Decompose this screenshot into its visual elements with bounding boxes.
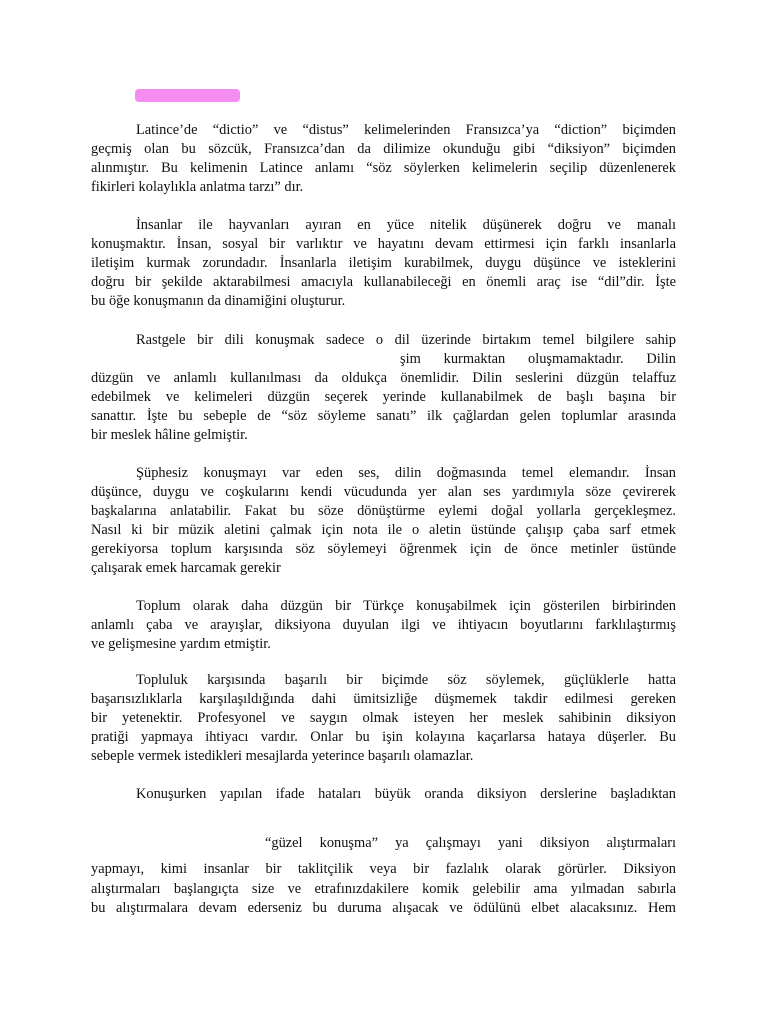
paragraph-3-line-5: sanattır. İşte bu sebeple de “söz söyleme sanatı” ilk çağlardan gelen toplumlar arasında — [91, 408, 676, 424]
paragraph-8-line-4: bu alıştırmalara devam ederseniz bu duruma alışacak ve ödülünü elbet alacaksınız. Hem — [91, 900, 676, 916]
paragraph-5-line-3: ve gelişmesine yardım etmiştir. — [91, 636, 271, 652]
paragraph-2-line-3: iletişim kurmak zorundadır. İnsanlarla iletişim kurabilmek, duygu düşünce ve isteklerini — [91, 255, 676, 271]
paragraph-6-line-2: başarısızlıklarla karşılaşıldığında dahi ümitsizliğe düşmemek takdir edilmesi gereken — [91, 691, 676, 707]
paragraph-4-line-1: Şüphesiz konuşmayı var eden ses, dilin doğmasında temel elemandır. İnsan — [136, 465, 676, 481]
paragraph-4-line-4: Nasıl ki bir müzik aletini çalmak için nota ile o aletin üstünde çalışıp çaba sarf etmek — [91, 522, 676, 538]
paragraph-1-line-1: Latince’de “dictio” ve “distus” kelimelerinden Fransızca’ya “diction” biçimden — [136, 122, 676, 138]
paragraph-4-line-6: çalışarak emek harcamak gerekir — [91, 560, 281, 576]
paragraph-1-line-4: fikirleri kolaylıkla anlatma tarzı” dır. — [91, 179, 304, 195]
paragraph-3-line-3: düzgün ve anlamlı kullanılması da oldukça önemlidir. Dilin seslerini düzgün telaffuz — [91, 370, 676, 386]
paragraph-8-line-2: yapmayı, kimi insanlar bir taklitçilik veya bir fazlalık olarak görürler. Diksiyon — [91, 861, 676, 877]
paragraph-2-line-5: bu öğe konuşmanın da dinamiğini oluşturur. — [91, 293, 346, 309]
paragraph-4-line-5: gerekiyorsa toplum karşısında söz söylemeyi öğrenmek için de önce metinler üstünde — [91, 541, 676, 557]
paragraph-8-line-3: alıştırmaları başlangıçta size ve etrafınızdakilere komik gelebilir ama yılmadan sabırla — [91, 881, 676, 897]
paragraph-4-line-2: düşünce, duygu ve coşkularını kendi vücudunda yer alan ses yardımıyla söze çevirerek — [91, 484, 676, 500]
paragraph-4-line-3: başkalarına anlatabilir. Fakat bu söze dönüştürme eylemi doğal yollarla gerçekleşmez. — [91, 503, 676, 519]
paragraph-3-line-6: bir meslek hâline gelmiştir. — [91, 427, 248, 443]
paragraph-3-line-2: şim kurmaktan oluşmamaktadır. Dilin — [400, 351, 676, 367]
paragraph-5-line-1: Toplum olarak daha düzgün bir Türkçe konuşabilmek için gösterilen birbirinden — [136, 598, 676, 614]
paragraph-8-line-1: “güzel konuşma” ya çalışmayı yani diksiyon alıştırmaları — [265, 835, 676, 851]
paragraph-7-line-1: Konuşurken yapılan ifade hataları büyük oranda diksiyon derslerine başladıktan — [136, 786, 676, 802]
paragraph-1-line-3: alınmıştır. Bu kelimenin Latince anlamı “söz söylerken kelimelerin seçilip düzenlenerek — [91, 160, 676, 176]
paragraph-2-line-2: konuşmaktır. İnsan, sosyal bir varlıktır ve hayatını devam ettirmesi için farklı insanlarla — [91, 236, 676, 252]
paragraph-2-line-1: İnsanlar ile hayvanları ayıran en yüce nitelik düşünerek doğru ve manalı — [136, 217, 676, 233]
paragraph-2-line-4: doğru bir şekilde aktarabilmesi amacıyla kullanabileceği en önemli araç ise “dil”dir. İşte — [91, 274, 676, 290]
paragraph-3-line-1: Rastgele bir dili konuşmak sadece o dil üzerinde birtakım temel bilgilere sahip — [136, 332, 676, 348]
pink-highlight-mark — [135, 89, 240, 102]
paragraph-6-line-4: pratiği yapmaya ihtiyacı vardır. Onlar bu işin kolayına kaçarlarsa hataya düşerler. Bu — [91, 729, 676, 745]
paragraph-5-line-2: anlamlı çaba ve arayışlar, diksiyona duyulan ilgi ve ihtiyacın boyutlarını farklılaştırmış — [91, 617, 676, 633]
paragraph-6-line-5: sebeple vermek istedikleri mesajlarda yeterince başarılı olamazlar. — [91, 748, 474, 764]
paragraph-6-line-1: Topluluk karşısında başarılı bir biçimde söz söylemek, güçlüklerle hatta — [136, 672, 676, 688]
paragraph-1-line-2: geçmiş olan bu sözcük, Fransızca’dan da dilimize okunduğu gibi “diksiyon” biçimden — [91, 141, 676, 157]
paragraph-3-line-4: edebilmek ve kelimeleri düzgün seçerek yerinde kullanabilmek de başlı başına bir — [91, 389, 676, 405]
paragraph-6-line-3: bir yetenektir. Profesyonel ve saygın olmak isteyen her meslek sahibinin diksiyon — [91, 710, 676, 726]
